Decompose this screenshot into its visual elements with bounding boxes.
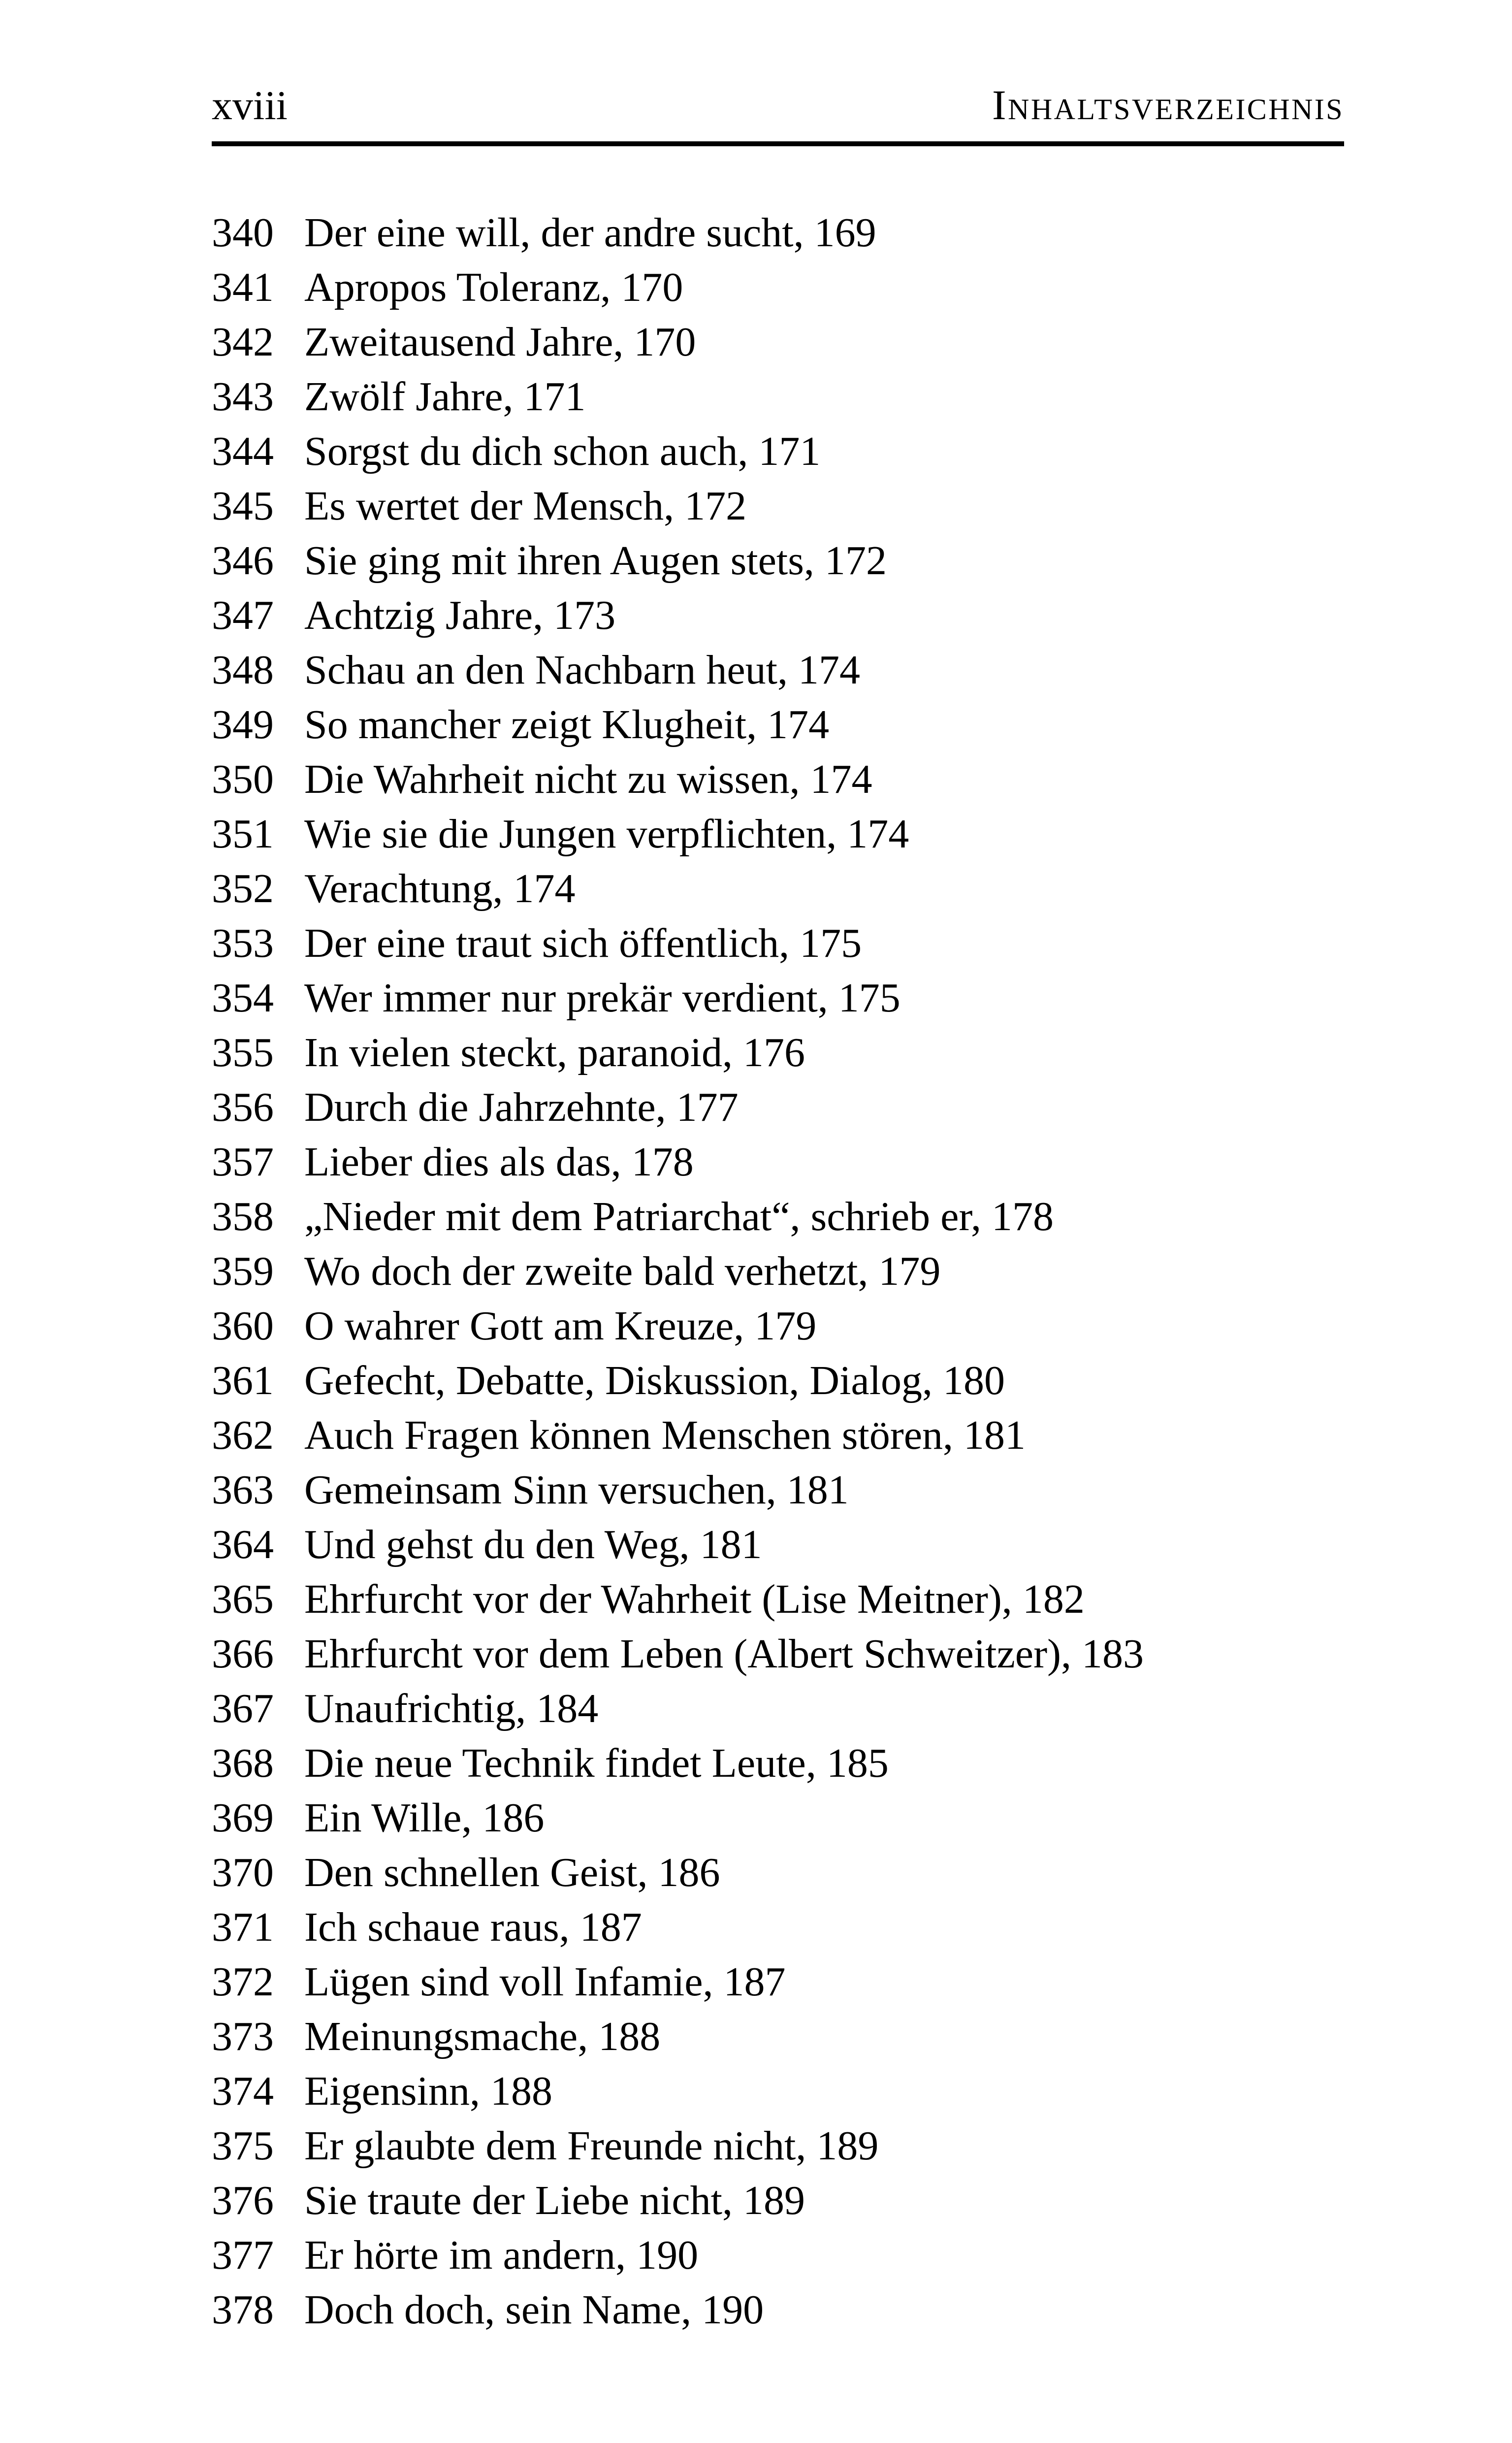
entry-page-ref: 189 (816, 2123, 879, 2169)
entry-number: 342 (212, 319, 274, 365)
entry-title-text: Wie sie die Jungen verpflichten, (304, 811, 847, 857)
entry-number: 345 (212, 483, 274, 529)
entry-title (304, 861, 1344, 916)
entry-page-ref: 183 (1082, 1631, 1144, 1677)
entry-number: 375 (212, 2123, 274, 2169)
entry-number: 371 (212, 1904, 274, 1950)
entry-number: 358 (212, 1194, 274, 1239)
entry-title (304, 424, 1344, 479)
entry-page-ref: 178 (631, 1139, 694, 1185)
entry-page-ref: 184 (536, 1686, 599, 1731)
toc-list (212, 205, 1344, 2337)
entry-title (304, 533, 1344, 588)
entry-title-text: Lügen sind voll Infamie, (304, 1959, 724, 2005)
entry-title (304, 643, 1344, 697)
entry-page-ref: 174 (798, 647, 860, 693)
entry-title-text: Auch Fragen können Menschen stören, (304, 1412, 964, 1458)
entry-page-ref: 174 (810, 756, 872, 802)
page-header (212, 81, 1344, 129)
entry-number: 353 (212, 920, 274, 966)
toc-entry (212, 1736, 1344, 1791)
entry-title-text: Er hörte im andern, (304, 2232, 637, 2278)
entry-title (304, 1463, 1344, 1517)
entry-title (304, 1845, 1344, 1900)
entry-page-ref: 175 (838, 975, 901, 1021)
entry-page-ref: 188 (490, 2068, 552, 2114)
entry-title-text: Sie ging mit ihren Augen stets, (304, 538, 825, 584)
entry-page-ref: 188 (598, 2014, 661, 2059)
entry-title-text: Achtzig Jahre, (304, 592, 554, 638)
entry-title-text: „Nieder mit dem Patriarchat“, schrieb er, (304, 1194, 992, 1239)
entry-title-text: Sie traute der Liebe nicht, (304, 2178, 743, 2223)
entry-number: 347 (212, 592, 274, 638)
entry-title-text: Wer immer nur prekär verdient, (304, 975, 838, 1021)
toc-entry (212, 2173, 1344, 2228)
entry-page-ref: 180 (943, 1358, 1005, 1403)
entry-title-text: Apropos Toleranz, (304, 264, 621, 310)
entry-number: 360 (212, 1303, 274, 1349)
toc-entry (212, 2064, 1344, 2118)
toc-entry (212, 1244, 1344, 1299)
entry-title (304, 1900, 1344, 1954)
toc-entry (212, 1299, 1344, 1353)
entry-title-text: Wo doch der zweite bald verhetzt, (304, 1248, 879, 1294)
entry-title-text: Und gehst du den Weg, (304, 1522, 700, 1567)
entry-page-ref: 169 (814, 210, 876, 256)
entry-title (304, 1080, 1344, 1135)
entry-title (304, 2282, 1344, 2337)
entry-page-ref: 178 (992, 1194, 1054, 1239)
entry-number: 348 (212, 647, 274, 693)
entry-number: 376 (212, 2178, 274, 2223)
entry-title (304, 1572, 1344, 1627)
toc-entry (212, 697, 1344, 752)
entry-title (304, 1736, 1344, 1791)
toc-entry (212, 533, 1344, 588)
entry-number: 370 (212, 1850, 274, 1895)
entry-title (304, 369, 1344, 424)
entry-title-text: Die Wahrheit nicht zu wissen, (304, 756, 810, 802)
entry-title-text: Eigensinn, (304, 2068, 490, 2114)
entry-page-ref: 190 (636, 2232, 699, 2278)
toc-entry (212, 1572, 1344, 1627)
entry-title (304, 1353, 1344, 1408)
toc-entry (212, 1080, 1344, 1135)
entry-title-text: Ein Wille, (304, 1795, 483, 1841)
entry-title (304, 1627, 1344, 1681)
entry-number: 369 (212, 1795, 274, 1841)
entry-title (304, 697, 1344, 752)
toc-entry (212, 424, 1344, 479)
entry-title-text: Die neue Technik findet Leute, (304, 1740, 827, 1786)
entry-title (304, 260, 1344, 315)
entry-title (304, 1408, 1344, 1463)
entry-number: 355 (212, 1030, 274, 1075)
entry-title (304, 2009, 1344, 2064)
entry-page-ref: 174 (513, 866, 576, 912)
entry-title-text: So mancher zeigt Klugheit, (304, 702, 768, 748)
entry-page-ref: 172 (684, 483, 747, 529)
entry-title-text: Ehrfurcht vor dem Leben (Albert Schweitzer), (304, 1631, 1082, 1677)
entry-number: 362 (212, 1412, 274, 1458)
entry-page-ref: 175 (800, 920, 862, 966)
entry-title-text: Doch doch, sein Name, (304, 2287, 702, 2333)
entry-title (304, 2064, 1344, 2118)
entry-number: 357 (212, 1139, 274, 1185)
toc-entry (212, 1681, 1344, 1736)
toc-entry (212, 315, 1344, 369)
entry-page-ref: 177 (676, 1084, 739, 1130)
toc-entry (212, 260, 1344, 315)
entry-title-text: Den schnellen Geist, (304, 1850, 658, 1895)
entry-page-ref: 181 (786, 1467, 849, 1513)
entry-number: 354 (212, 975, 274, 1021)
toc-entry (212, 479, 1344, 533)
entry-page-ref: 187 (723, 1959, 786, 2005)
entry-number: 352 (212, 866, 274, 912)
entry-title (304, 315, 1344, 369)
entry-page-ref: 171 (523, 374, 586, 420)
entry-page-ref: 185 (826, 1740, 889, 1786)
entry-title-text: In vielen steckt, paranoid, (304, 1030, 743, 1075)
entry-number: 363 (212, 1467, 274, 1513)
entry-number: 346 (212, 538, 274, 584)
entry-number: 356 (212, 1084, 274, 1130)
entry-title (304, 752, 1344, 807)
entry-number: 365 (212, 1576, 274, 1622)
entry-title (304, 1189, 1344, 1244)
entry-page-ref: 173 (553, 592, 616, 638)
toc-entry (212, 1135, 1344, 1189)
entry-title-text: Verachtung, (304, 866, 514, 912)
entry-title-text: O wahrer Gott am Kreuze, (304, 1303, 755, 1349)
header-rule (212, 141, 1344, 146)
entry-title (304, 479, 1344, 533)
entry-number: 377 (212, 2232, 274, 2278)
entry-title-text: Er glaubte dem Freunde nicht, (304, 2123, 817, 2169)
running-head-title: Inhaltsverzeichnis (992, 81, 1344, 129)
entry-title-text: Unaufrichtig, (304, 1686, 537, 1731)
entry-title (304, 205, 1344, 260)
entry-title-text: Es wertet der Mensch, (304, 483, 685, 529)
entry-number: 341 (212, 264, 274, 310)
entry-page-ref: 181 (700, 1522, 762, 1567)
toc-entry (212, 1189, 1344, 1244)
toc-entry (212, 1353, 1344, 1408)
entry-number: 343 (212, 374, 274, 420)
entry-number: 349 (212, 702, 274, 748)
entry-number: 374 (212, 2068, 274, 2114)
toc-entry (212, 752, 1344, 807)
entry-title (304, 1135, 1344, 1189)
entry-title (304, 2118, 1344, 2173)
entry-title-text: Zweitausend Jahre, (304, 319, 634, 365)
toc-entry (212, 1517, 1344, 1572)
toc-entry (212, 643, 1344, 697)
toc-entry (212, 2228, 1344, 2282)
entry-page-ref: 182 (1022, 1576, 1085, 1622)
entry-title (304, 1244, 1344, 1299)
entry-title (304, 588, 1344, 643)
toc-entry (212, 1025, 1344, 1080)
entry-page-ref: 179 (754, 1303, 817, 1349)
entry-page-ref: 170 (621, 264, 683, 310)
entry-title (304, 1681, 1344, 1736)
entry-title-text: Der eine traut sich öffentlich, (304, 920, 800, 966)
entry-title-text: Durch die Jahrzehnte, (304, 1084, 676, 1130)
toc-entry (212, 1791, 1344, 1845)
toc-entry (212, 1627, 1344, 1681)
toc-entry (212, 205, 1344, 260)
entry-title-text: Ich schaue raus, (304, 1904, 580, 1950)
entry-page-ref: 187 (579, 1904, 642, 1950)
entry-title-text: Schau an den Nachbarn heut, (304, 647, 798, 693)
toc-entry (212, 1900, 1344, 1954)
entry-title (304, 1517, 1344, 1572)
toc-entry (212, 807, 1344, 861)
entry-number: 340 (212, 210, 274, 256)
entry-page-ref: 186 (658, 1850, 720, 1895)
toc-entry (212, 2118, 1344, 2173)
entry-page-ref: 174 (767, 702, 830, 748)
entry-number: 368 (212, 1740, 274, 1786)
entry-title (304, 2173, 1344, 2228)
entry-number: 344 (212, 428, 274, 474)
entry-title-text: Gefecht, Debatte, Diskussion, Dialog, (304, 1358, 943, 1403)
entry-title (304, 971, 1344, 1025)
entry-title (304, 1299, 1344, 1353)
entry-number: 361 (212, 1358, 274, 1403)
entry-page-ref: 170 (634, 319, 696, 365)
entry-title-text: Sorgst du dich schon auch, (304, 428, 759, 474)
entry-page-ref: 171 (758, 428, 821, 474)
entry-page-ref: 174 (847, 811, 909, 857)
entry-number: 366 (212, 1631, 274, 1677)
toc-entry (212, 916, 1344, 971)
entry-title-text: Meinungsmache, (304, 2014, 599, 2059)
toc-entry (212, 588, 1344, 643)
entry-title-text: Ehrfurcht vor der Wahrheit (Lise Meitner), (304, 1576, 1023, 1622)
entry-title (304, 807, 1344, 861)
entry-page-ref: 176 (743, 1030, 805, 1075)
entry-page-ref: 189 (742, 2178, 805, 2223)
toc-entry (212, 2009, 1344, 2064)
toc-entry (212, 2282, 1344, 2337)
entry-number: 372 (212, 1959, 274, 2005)
entry-number: 351 (212, 811, 274, 857)
entry-page-ref: 181 (964, 1412, 1026, 1458)
entry-title-text: Der eine will, der andre sucht, (304, 210, 814, 256)
entry-title (304, 916, 1344, 971)
entry-number: 367 (212, 1686, 274, 1731)
toc-entry (212, 1954, 1344, 2009)
entry-title (304, 1954, 1344, 2009)
entry-number: 378 (212, 2287, 274, 2333)
entry-number: 359 (212, 1248, 274, 1294)
toc-entry (212, 369, 1344, 424)
toc-entry (212, 1845, 1344, 1900)
entry-number: 373 (212, 2014, 274, 2059)
toc-entry (212, 1463, 1344, 1517)
entry-title (304, 1791, 1344, 1845)
entry-number: 350 (212, 756, 274, 802)
toc-entry (212, 971, 1344, 1025)
page-number: xviii (212, 83, 288, 129)
entry-page-ref: 186 (482, 1795, 545, 1841)
entry-page-ref: 190 (702, 2287, 764, 2333)
entry-title-text: Gemeinsam Sinn versuchen, (304, 1467, 787, 1513)
entry-number: 364 (212, 1522, 274, 1567)
entry-title-text: Lieber dies als das, (304, 1139, 632, 1185)
entry-page-ref: 179 (878, 1248, 941, 1294)
toc-entry (212, 1408, 1344, 1463)
entry-title (304, 2228, 1344, 2282)
entry-title (304, 1025, 1344, 1080)
toc-entry (212, 861, 1344, 916)
entry-page-ref: 172 (824, 538, 887, 584)
entry-title-text: Zwölf Jahre, (304, 374, 524, 420)
